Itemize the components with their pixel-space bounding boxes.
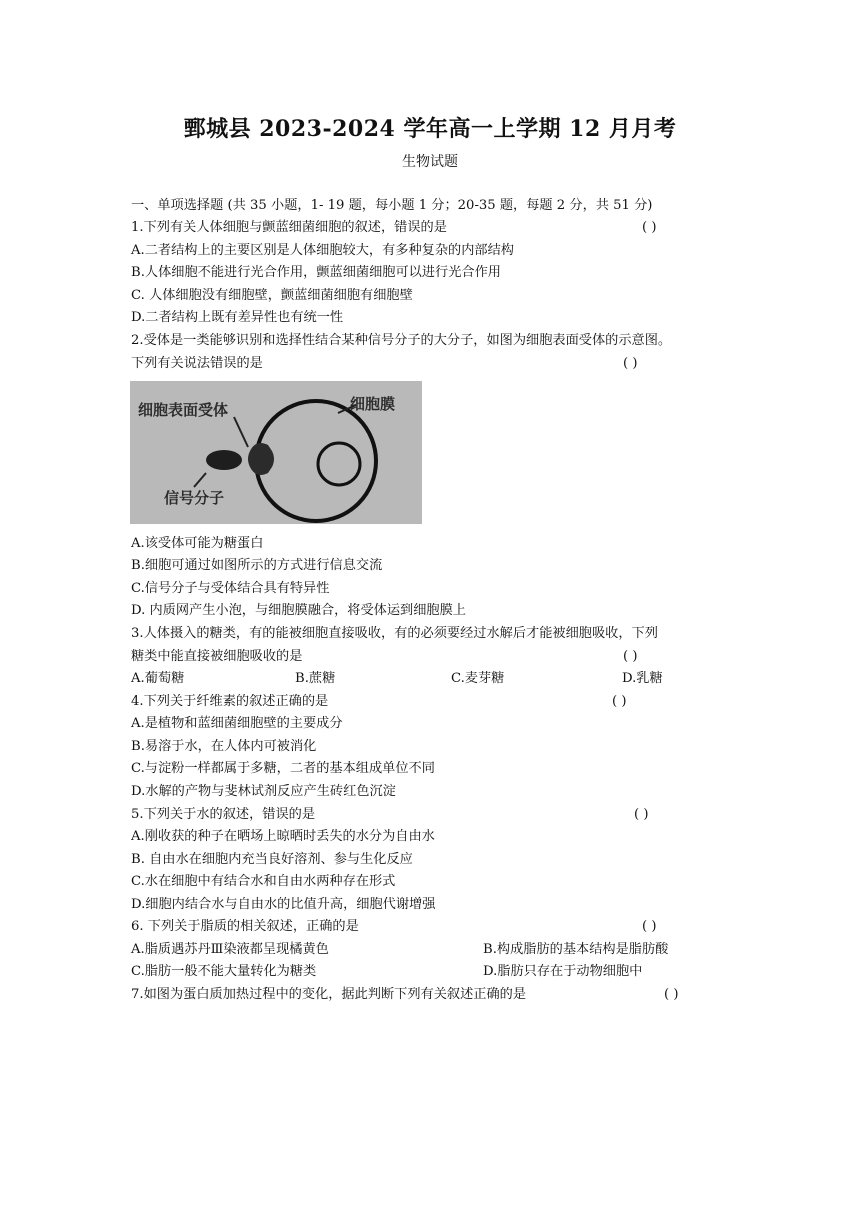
signal-molecule-shape — [206, 450, 242, 470]
receptor-pointer-line — [234, 417, 248, 447]
question-4-option-c: C.与淀粉一样都属于多糖，二者的基本组成单位不同 — [131, 761, 435, 776]
question-1-option-d: D.二者结构上既有差异性也有统一性 — [131, 310, 344, 325]
cell-membrane-circle — [256, 401, 376, 521]
question-5-option-b: B. 自由水在细胞内充当良好溶剂、参与生化反应 — [131, 852, 413, 867]
question-6-answer-blank: ( ) — [642, 919, 657, 934]
question-4-option-b: B.易溶于水，在人体内可被消化 — [131, 739, 317, 754]
label-signal-molecule: 信号分子 — [164, 489, 225, 507]
section-heading: 一、单项选择题 (共 35 小题，1- 19 题，每小题 1 分；20-35 题，每题 2 分，共 51 分) — [131, 198, 653, 213]
question-7-stem: 7.如图为蛋白质加热过程中的变化，据此判断下列有关叙述正确的是 — [131, 987, 527, 1002]
question-2-option-b: B.细胞可通过如图所示的方式进行信息交流 — [131, 558, 383, 573]
question-1-stem: 1.下列有关人体细胞与颤蓝细菌细胞的叙述，错误的是 — [131, 220, 447, 235]
question-6-stem: 6. 下列关于脂质的相关叙述，正确的是 — [131, 919, 359, 934]
question-5-option-c: C.水在细胞中有结合水和自由水两种存在形式 — [131, 874, 396, 889]
question-3-stem-line-1: 3.人体摄入的糖类，有的能被细胞直接吸收，有的必须要经过水解后才能被细胞吸收，下列 — [131, 626, 658, 641]
question-1-option-b: B.人体细胞不能进行光合作用，颤蓝细菌细胞可以进行光合作用 — [131, 265, 501, 280]
question-5-option-a: A.刚收获的种子在晒场上晾晒时丢失的水分为自由水 — [131, 829, 435, 844]
question-4-answer-blank: ( ) — [612, 694, 627, 709]
question-5-answer-blank: ( ) — [634, 807, 649, 822]
question-4-option-a: A.是植物和蓝细菌细胞壁的主要成分 — [131, 716, 343, 731]
question-3-answer-blank: ( ) — [623, 649, 638, 664]
question-1-option-c: C. 人体细胞没有细胞壁，颤蓝细菌细胞有细胞壁 — [131, 288, 413, 303]
question-6-option-d: D.脂肪只存在于动物细胞中 — [483, 964, 643, 979]
question-3-stem-line-2: 糖类中能直接被细胞吸收的是 — [131, 649, 303, 664]
question-4-option-d: D.水解的产物与斐林试剂反应产生砖红色沉淀 — [131, 784, 396, 799]
question-3-option-c: C.麦芽糖 — [451, 671, 505, 686]
label-cell-membrane: 细胞膜 — [350, 395, 396, 413]
nucleus-circle — [318, 443, 360, 485]
question-2-option-a: A.该受体可能为糖蛋白 — [131, 536, 264, 551]
receptor-shape — [248, 443, 274, 475]
question-3-option-d: D.乳糖 — [622, 671, 663, 686]
question-3-option-b: B.蔗糖 — [295, 671, 336, 686]
receptor-diagram — [130, 381, 422, 524]
signal-pointer-line — [194, 473, 206, 487]
question-2-stem-line-2: 下列有关说法错误的是 — [131, 356, 263, 371]
question-1-answer-blank: ( ) — [642, 220, 657, 235]
question-5-option-d: D.细胞内结合水与自由水的比值升高，细胞代谢增强 — [131, 897, 436, 912]
question-3-option-a: A.葡萄糖 — [131, 671, 185, 686]
question-6-option-c: C.脂肪一般不能大量转化为糖类 — [131, 964, 317, 979]
label-cell-surface-receptor: 细胞表面受体 — [138, 401, 229, 419]
question-6-option-a: A.脂质遇苏丹Ⅲ染液都呈现橘黄色 — [131, 942, 329, 957]
question-6-option-b: B.构成脂肪的基本结构是脂肪酸 — [483, 942, 669, 957]
question-1-option-a: A.二者结构上的主要区别是人体细胞较大，有多种复杂的内部结构 — [131, 243, 514, 258]
question-2-option-c: C.信号分子与受体结合具有特异性 — [131, 581, 330, 596]
question-2-answer-blank: ( ) — [623, 356, 638, 371]
exam-subtitle: 生物试题 — [402, 154, 458, 170]
question-4-stem: 4.下列关于纤维素的叙述正确的是 — [131, 694, 329, 709]
question-7-answer-blank: ( ) — [664, 987, 679, 1002]
question-2-stem-line-1: 2.受体是一类能够识别和选择性结合某种信号分子的大分子，如图为细胞表面受体的示意图。 — [131, 333, 672, 348]
question-2-option-d: D. 内质网产生小泡，与细胞膜融合，将受体运到细胞膜上 — [131, 603, 466, 618]
question-5-stem: 5.下列关于水的叙述，错误的是 — [131, 807, 316, 822]
exam-title: 鄄城县 2023-2024 学年高一上学期 12 月月考 — [183, 116, 677, 142]
